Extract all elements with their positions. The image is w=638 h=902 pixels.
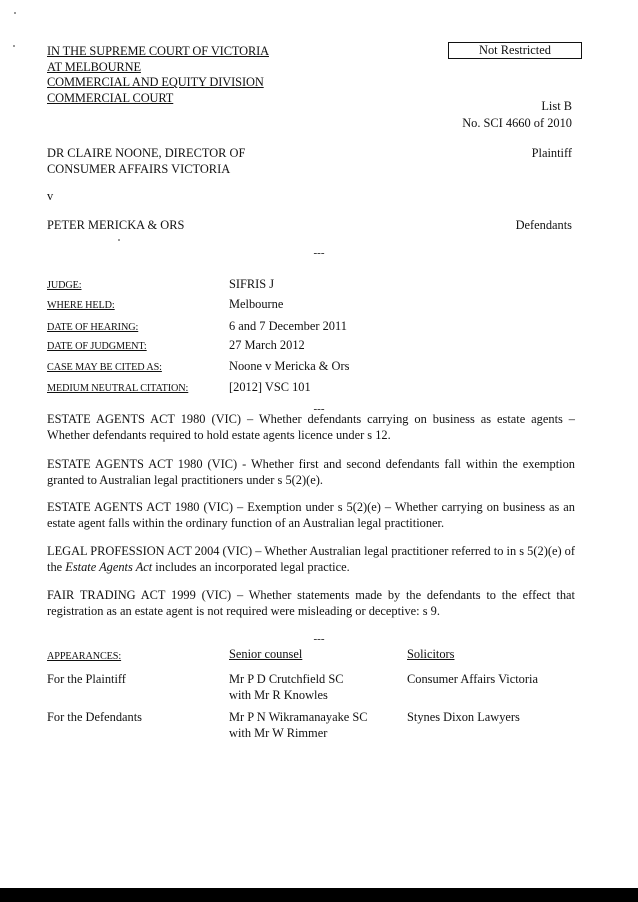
court-line: AT MELBOURNE — [47, 59, 141, 74]
senior-counsel-header: Senior counsel — [229, 647, 303, 661]
detail-value: 27 March 2012 — [229, 338, 305, 352]
counsel-line: Mr P N Wikramanayake SC — [229, 710, 368, 724]
catchword-text: LEGAL PROFESSION ACT 2004 (VIC) – Whether Australian legal practitioner referred to in s 5(2)(e) of the — [47, 544, 575, 574]
plaintiff-name-line: DR CLAIRE NOONE, DIRECTOR OF — [47, 146, 246, 160]
detail-value: Noone v Mericka & Ors — [229, 359, 350, 373]
counsel-line: Mr P D Crutchfield SC — [229, 672, 344, 686]
statute-title: Estate Agents Act — [65, 559, 153, 574]
plaintiff-role: Plaintiff — [531, 146, 572, 160]
solicitors-header: Solicitors — [407, 647, 455, 661]
detail-label: JUDGE: — [47, 280, 82, 291]
appearance-solicitor: Consumer Affairs Victoria — [407, 672, 538, 686]
court-line: COMMERCIAL COURT — [47, 90, 174, 105]
case-number: No. SCI 4660 of 2010 — [462, 116, 572, 130]
appearance-solicitor: Stynes Dixon Lawyers — [407, 710, 520, 724]
versus: v — [47, 189, 54, 203]
appearances-label: APPEARANCES: — [47, 651, 122, 662]
court-line: COMMERCIAL AND EQUITY DIVISION — [47, 75, 264, 90]
detail-label: DATE OF HEARING: — [47, 322, 139, 333]
detail-label: CASE MAY BE CITED AS: — [47, 362, 162, 373]
detail-value: SIFRIS J — [229, 277, 275, 291]
detail-label: MEDIUM NEUTRAL CITATION: — [47, 383, 189, 394]
appearance-party: For the Defendants — [47, 710, 142, 724]
detail-label: WHERE HELD: — [47, 300, 115, 311]
catchword-paragraph: FAIR TRADING ACT 1999 (VIC) – Whether statements made by the defendants to the effect that registration as an estate agent is not required were misleading or deceptive: s 9. — [47, 588, 575, 618]
catchword-paragraph: ESTATE AGENTS ACT 1980 (VIC) – Exemption under s 5(2)(e) – Whether carrying on business as an estate agent falls within the ordinary function of an Australian legal practitioner. — [47, 500, 575, 530]
counsel-line: with Mr W Rimmer — [229, 725, 328, 740]
plaintiff-name — [47, 146, 245, 177]
scan-edge-bar — [0, 888, 638, 902]
appearance-counsel — [229, 710, 368, 741]
list-designation: List B — [541, 99, 572, 113]
catchword-paragraph — [47, 544, 575, 575]
defendant-role: Defendants — [515, 218, 572, 232]
court-heading — [47, 44, 269, 106]
scan-speck — [14, 12, 16, 14]
detail-label: DATE OF JUDGMENT: — [47, 341, 147, 352]
scan-speck — [118, 239, 120, 241]
restriction-status-box: Not Restricted — [448, 42, 582, 59]
appearance-counsel — [229, 672, 344, 703]
catchword-paragraph: ESTATE AGENTS ACT 1980 (VIC) – Whether defendants carrying on business as estate agents – Whether defendants required to hold estate agents licence under s 12. — [47, 412, 575, 442]
catchword-text: includes an incorporated legal practice. — [152, 559, 350, 574]
section-separator: --- — [313, 633, 325, 645]
counsel-line: with Mr R Knowles — [229, 687, 328, 702]
court-line: IN THE SUPREME COURT OF VICTORIA — [47, 44, 269, 58]
appearance-party: For the Plaintiff — [47, 672, 126, 686]
detail-value: 6 and 7 December 2011 — [229, 319, 347, 333]
plaintiff-name-line: CONSUMER AFFAIRS VICTORIA — [47, 161, 231, 176]
detail-value: [2012] VSC 101 — [229, 380, 311, 394]
catchword-paragraph: ESTATE AGENTS ACT 1980 (VIC) - Whether first and second defendants fall within the exemption granted to Australian legal practitioners under s 5(2)(e). — [47, 457, 575, 487]
section-separator: --- — [313, 247, 325, 259]
section-separator: --- — [313, 403, 325, 415]
scan-speck — [13, 45, 15, 47]
detail-value: Melbourne — [229, 297, 284, 311]
defendant-name: PETER MERICKA & ORS — [47, 218, 185, 232]
